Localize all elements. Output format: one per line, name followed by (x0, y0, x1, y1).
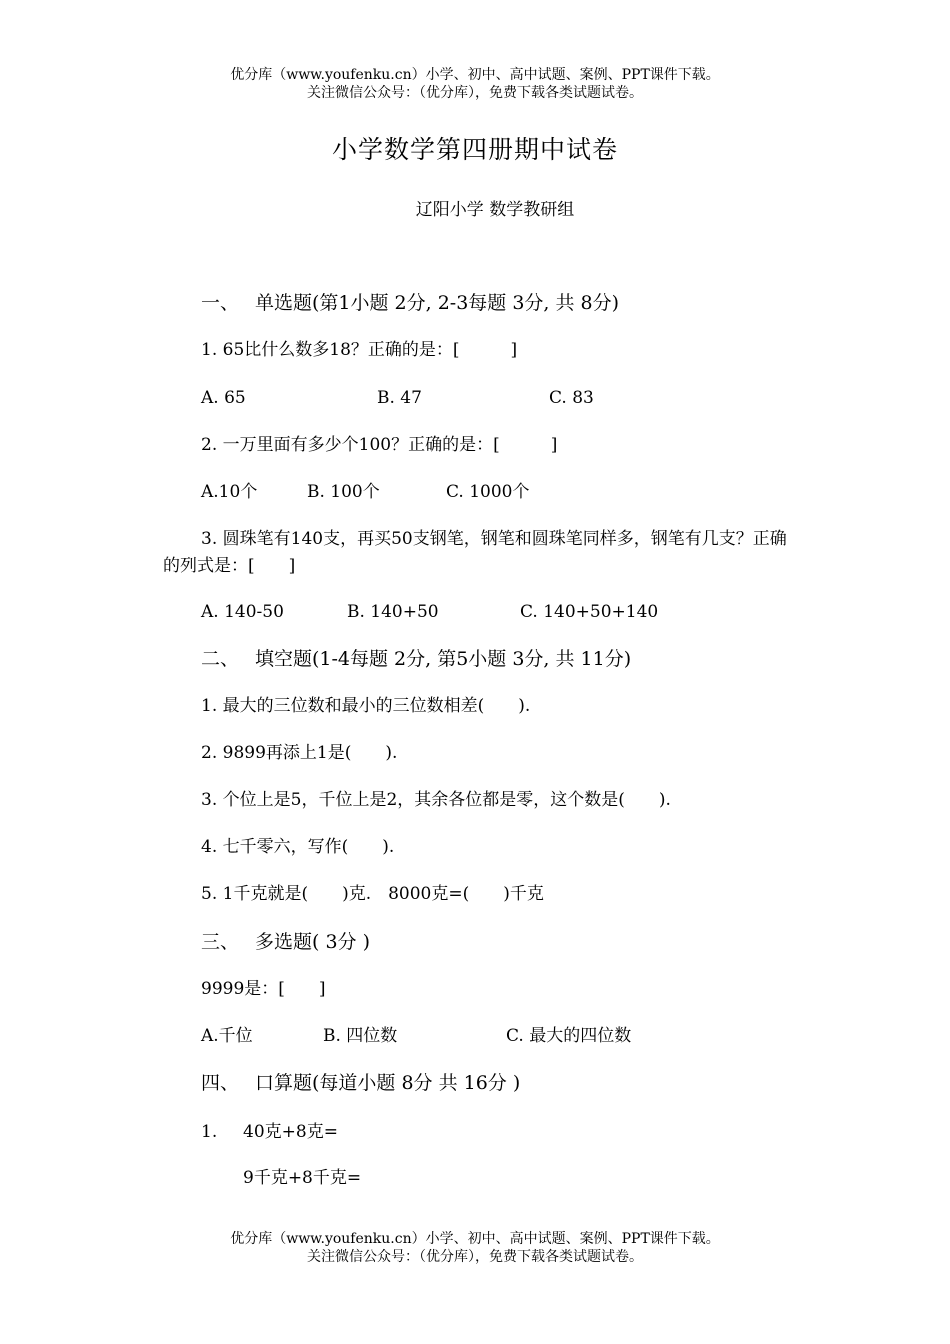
page-title: 小学数学第四册期中试卷 (331, 135, 618, 164)
question: 2. 9899再添上1是( ). (201, 743, 398, 763)
question: 1. 65比什么数多18？正确的是：[ ] (201, 340, 518, 360)
footer-banner (0, 1230, 950, 1266)
section-heading (201, 290, 619, 316)
option-c: C. 83 (549, 388, 594, 408)
page-subtitle: 辽阳小学 数学教研组 (415, 200, 575, 220)
question: 9千克+8千克= (243, 1168, 362, 1188)
section-heading (201, 1070, 520, 1096)
option-c: C. 140+50+140 (520, 602, 659, 622)
section-number: 一、 (201, 292, 240, 314)
banner-line: 关注微信公众号：（优分库），免费下载各类试题试卷。 (307, 85, 643, 101)
section-number: 三、 (201, 931, 240, 953)
question: 4. 七千零六，写作( ). (201, 837, 395, 857)
question: 3. 个位上是5，千位上是2，其余各位都是零，这个数是( ). (201, 790, 671, 810)
section-title: 单选题(第1小题 2分, 2-3每题 3分, 共 8分) (255, 292, 620, 314)
question: 3. 圆珠笔有140支，再买50支钢笔，钢笔和圆珠笔同样多，钢笔有几支？正确的列式是：[ ] (163, 529, 787, 576)
question: 1. 最大的三位数和最小的三位数相差( ). (201, 696, 531, 716)
option-a: A.千位 (201, 1026, 253, 1046)
section-title: 填空题(1-4每题 2分, 第5小题 3分, 共 11分) (255, 648, 632, 670)
option-b: B. 100个 (307, 482, 380, 502)
option-a: A.10个 (201, 482, 258, 502)
option-c: C. 1000个 (446, 482, 530, 502)
question: 9999是：[ ] (201, 979, 326, 999)
question-number: 1. (201, 1122, 218, 1142)
option-b: B. 140+50 (347, 602, 439, 622)
section-heading (201, 929, 370, 955)
section-title: 口算题(每道小题 8分 共 16分 ) (255, 1072, 521, 1094)
option-a: A. 65 (201, 388, 246, 408)
banner-line: 关注微信公众号：（优分库），免费下载各类试题试卷。 (307, 1249, 643, 1265)
question: 2. 一万里面有多少个100？正确的是：[ ] (201, 435, 558, 455)
banner-line: 优分库（www.youfenku.cn）小学、初中、高中试题、案例、PPT课件下载。 (230, 67, 720, 83)
section-heading (201, 646, 631, 672)
question: 5. 1千克就是( )克. 8000克=( )千克 (201, 884, 544, 904)
option-a: A. 140-50 (201, 602, 284, 622)
banner-line: 优分库（www.youfenku.cn）小学、初中、高中试题、案例、PPT课件下载。 (230, 1231, 720, 1247)
option-c: C. 最大的四位数 (506, 1026, 632, 1046)
option-b: B. 四位数 (323, 1026, 398, 1046)
section-title: 多选题( 3分 ) (255, 931, 370, 953)
question-text: 40克+8克= (243, 1122, 338, 1142)
question (201, 1120, 601, 1144)
header-banner (0, 66, 950, 102)
option-b: B. 47 (377, 388, 422, 408)
section-number: 二、 (201, 648, 240, 670)
section-number: 四、 (201, 1072, 240, 1094)
